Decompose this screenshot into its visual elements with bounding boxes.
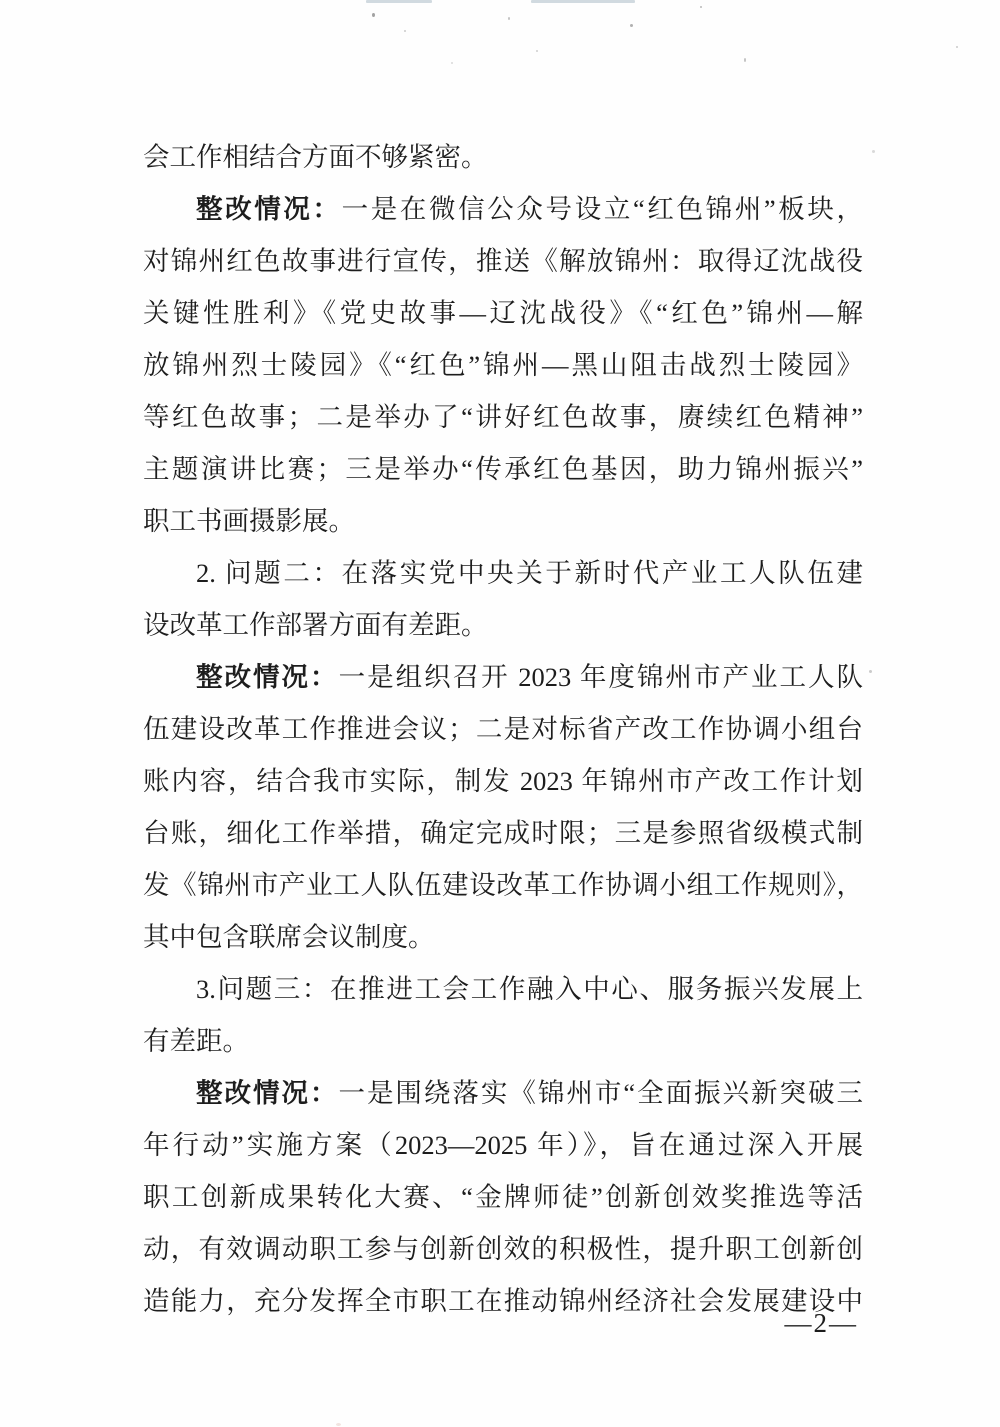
rectification-label: 整改情况：	[196, 194, 342, 224]
line-text: 放锦州烈士陵园》《“红色”锦州—黑山阻击战烈士陵园》	[143, 350, 863, 380]
line-text: 一是在微信公众号设立“红色锦州”板块，	[341, 194, 863, 224]
text-line	[143, 911, 863, 963]
text-line	[143, 495, 863, 547]
line-text: 造能力，充分发挥全市职工在推动锦州经济社会发展建设中	[143, 1286, 863, 1316]
scan-artifact	[744, 58, 746, 62]
text-line	[143, 443, 863, 495]
text-line	[143, 703, 863, 755]
line-text: 设改革工作部署方面有差距。	[143, 610, 488, 640]
scan-artifact	[404, 30, 406, 32]
scan-artifact	[630, 24, 633, 27]
text-line	[143, 183, 863, 235]
scan-artifact	[366, 0, 432, 3]
scan-artifact	[536, 50, 538, 52]
line-text: 一是组织召开 2023 年度锦州市产业工人队	[338, 662, 863, 692]
line-text: 动，有效调动职工参与创新创效的积极性，提升职工创新创	[143, 1234, 863, 1264]
line-text: 有差距。	[143, 1026, 249, 1056]
text-line	[143, 339, 863, 391]
line-text: 发《锦州市产业工人队伍建设改革工作协调小组工作规则》，	[143, 870, 863, 900]
text-line	[143, 1067, 863, 1119]
document-body	[143, 131, 863, 1327]
line-text: 主题演讲比赛；三是举办“传承红色基因，助力锦州振兴”	[143, 454, 863, 484]
text-line	[143, 391, 863, 443]
scan-artifact	[372, 13, 375, 17]
text-line	[143, 807, 863, 859]
line-text: 职工书画摄影展。	[143, 506, 355, 536]
scan-artifact	[872, 150, 875, 153]
text-line	[143, 859, 863, 911]
scan-artifact	[451, 62, 453, 64]
line-text: 年行动”实施方案（2023—2025 年）》，旨在通过深入开展	[143, 1130, 863, 1160]
text-line	[143, 963, 863, 1015]
text-line	[143, 235, 863, 287]
text-line	[143, 599, 863, 651]
scan-artifact	[336, 1423, 341, 1426]
line-text: 3.问题三：在推进工会工作融入中心、服务振兴发展上	[196, 974, 863, 1004]
text-line	[143, 755, 863, 807]
line-text: 2. 问题二：在落实党中央关于新时代产业工人队伍建	[196, 558, 863, 588]
text-line	[143, 1015, 863, 1067]
text-line	[143, 131, 863, 183]
page-number: —2—	[784, 1308, 858, 1338]
line-text: 关键性胜利》《党史故事—辽沈战役》《“红色”锦州—解	[143, 298, 863, 328]
line-text: 伍建设改革工作推进会议；二是对标省产改工作协调小组台	[143, 714, 863, 744]
text-line	[143, 1171, 863, 1223]
line-text: 一是围绕落实《锦州市“全面振兴新突破三	[338, 1078, 863, 1108]
text-line	[143, 1223, 863, 1275]
scan-artifact	[531, 0, 635, 3]
text-line	[143, 547, 863, 599]
line-text: 账内容，结合我市实际，制发 2023 年锦州市产改工作计划	[143, 766, 863, 796]
text-line	[143, 651, 863, 703]
scan-artifact	[508, 17, 510, 20]
rectification-label: 整改情况：	[196, 662, 339, 692]
line-text: 其中包含联席会议制度。	[143, 922, 435, 952]
text-line	[143, 287, 863, 339]
line-text: 等红色故事；二是举办了“讲好红色故事，赓续红色精神”	[143, 402, 863, 432]
scan-artifact	[869, 670, 872, 673]
scan-artifact	[700, 6, 702, 8]
line-text: 职工创新成果转化大赛、“金牌师徒”创新创效奖推选等活	[143, 1182, 863, 1212]
text-line	[143, 1119, 863, 1171]
scan-artifact	[956, 46, 958, 48]
line-text: 台账，细化工作举措，确定完成时限；三是参照省级模式制	[143, 818, 863, 848]
line-text: 会工作相结合方面不够紧密。	[143, 142, 488, 172]
line-text: 对锦州红色故事进行宣传，推送《解放锦州：取得辽沈战役	[143, 246, 863, 276]
rectification-label: 整改情况：	[196, 1078, 339, 1108]
